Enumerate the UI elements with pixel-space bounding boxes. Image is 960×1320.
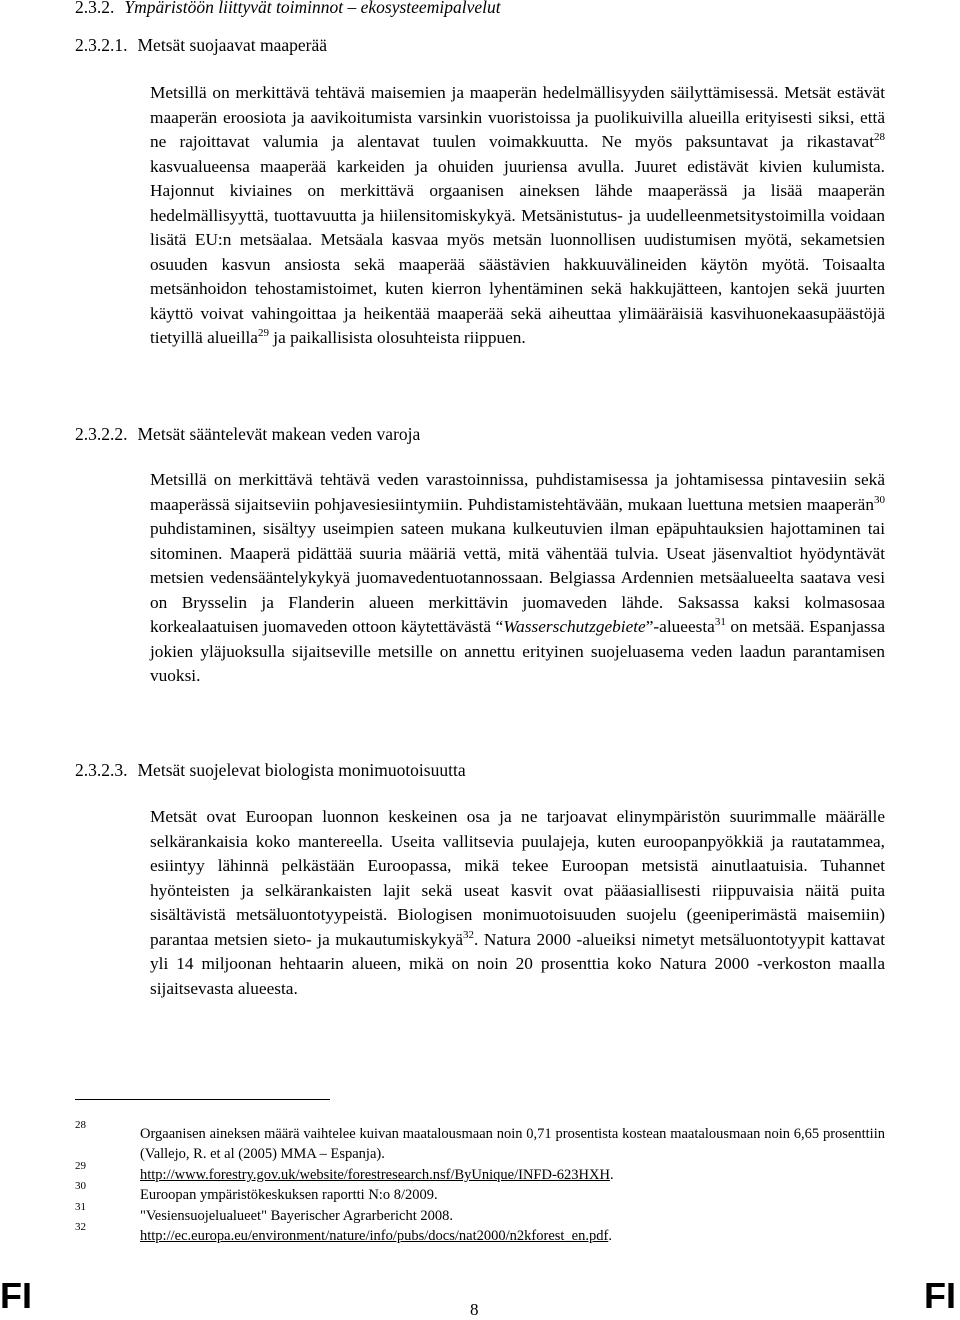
footnote-text: "Vesiensuojelualueet" Bayerischer Agrarbericht 2008.	[140, 1208, 454, 1224]
language-code-right: FI	[924, 1275, 956, 1316]
footnote-31	[75, 1201, 885, 1226]
footnote-32: 32 http://ec.europa.eu/environment/nature/info/pubs/docs/nat2000/n2kforest_en.pdf.	[75, 1226, 885, 1246]
footnote-28	[75, 1119, 885, 1164]
paragraph-biodiversity: Metsät ovat Euroopan luonnon keskeinen osa ja ne tarjoavat elinympäristön suurimmalle määrälle selkärankaisia koko mantereella. Useita vallitsevia puulajeja, kuten euroopanpyökkiä ja rautatammea, esiintyy lähinnä pelkästään Euroopassa, mikä tekee Euroopan metsistä ainutlaatuisia. Tuhannet hyönteisten ja selkärankaisten lajit sekä useat kasvit ovat pääasiallisesti riippuvaisia näitä puita sisältävistä metsäluontotyypeistä. Biologisen monimuotoisuuden suojelu (geeniperimästä maisemiin) parantaa metsien sieto- ja mukautumiskykyä$^{32}$. Natura 2000 -alueiksi nimetyt metsäluontotyypit kattavat yli 14 miljoonan hehtaarin alueen, mikä on noin 20 prosenttia koko Natura 2000 -verkoston maalla sijaitsevasta alueesta.	[150, 807, 886, 998]
section-heading-2-3-2-1	[75, 35, 327, 56]
language-code-left: FI	[0, 1275, 32, 1316]
footnote-ref-28[interactable]: 28	[874, 131, 885, 144]
footnote-number: 31	[75, 1201, 86, 1213]
section-number: 2.3.2.2.	[75, 424, 128, 444]
section-number: 2.3.2.1.	[75, 35, 128, 55]
footnote-29: 29 http://www.forestry.gov.uk/website/forestresearch.nsf/ByUnique/INFD-623HXH.	[75, 1165, 885, 1185]
footnote-text: Euroopan ympäristökeskuksen raportti N:o 8/2009.	[140, 1187, 438, 1203]
footnote-number: 32	[75, 1221, 86, 1233]
section-number: 2.3.2.	[75, 0, 115, 17]
footnote-text: Orgaanisen aineksen määrä vaihtelee kuivan maatalousmaan noin 0,71 prosentista kostean maatalousmaan noin 6,65 prosenttiin (Vallejo, R. et al (2005) MMA – Espanja).	[140, 1126, 885, 1162]
footnote-separator	[75, 1099, 330, 1100]
section-heading-2-3-2-2	[75, 424, 420, 445]
footnote-number: 28	[75, 1119, 86, 1131]
footnote-number: 29	[75, 1160, 86, 1172]
section-title: Metsät suojelevat biologista monimuotoisuutta	[137, 760, 466, 780]
page-number: 8	[470, 1300, 479, 1319]
footnote-ref-29[interactable]: 29	[257, 327, 269, 340]
section-number: 2.3.2.3.	[75, 760, 128, 780]
footnote-ref-32[interactable]: 32	[463, 928, 475, 941]
footnote-link[interactable]: http://www.forestry.gov.uk/website/forestresearch.nsf/ByUnique/INFD-623HXH	[140, 1167, 610, 1183]
footnote-link[interactable]: http://ec.europa.eu/environment/nature/info/pubs/docs/nat2000/n2kforest_en.pdf	[140, 1228, 609, 1244]
footnote-30	[75, 1180, 885, 1205]
section-title: Ympäristöön liittyvät toiminnot – ekosysteemipalvelut	[124, 0, 501, 17]
footnote-number: 30	[75, 1180, 86, 1192]
italic-term: Wasserschutzgebiete	[503, 617, 646, 636]
section-heading-2-3-2-3	[75, 760, 466, 781]
section-heading-2-3-2	[75, 0, 501, 18]
footnote-ref-31[interactable]: 31	[714, 616, 726, 629]
paragraph-water-regulation: Metsillä on merkittävä tehtävä veden varastoinnissa, puhdistamisessa ja johtamisessa pintavesiin sekä maaperässä sijaitseviin pohjavesiesiintymiin. Puhdistamistehtävään, mukaan luettuna metsien maaperän$^{30}$ puhdistaminen, sisältyy useimpien sateen mukana kulkeutuvien ilman epäpuhtauksien hajottaminen tai sitominen. Maaperä pidättää suuria määriä vettä, mitä vähentää tulvia. Useat jäsenvaltiot hyödyntävät metsien vedensääntelykykyä juomavedentuotannossaan. Belgiassa Ardennien metsäalueelta saatava vesi on Brysselin ja Flanderin alueen merkittävin juomaveden lähde. Saksassa kaksi kolmasosaa korkealaatuisen juomaveden ottoon käytettävästä “Wasserschutzgebiete”-alueesta$^{31}$ on metsää. Espanjassa jokien yläjuoksulla sijaitseville metsille on annettu erityinen suojeluasema veden laadun parantamisen vuoksi.	[150, 470, 886, 685]
paragraph-soil-protection: Metsillä on merkittävä tehtävä maisemien ja maaperän hedelmällisyyden säilyttämisessä. Metsät estävät maaperän eroosiota ja aavikoitumista varsinkin vuoristoissa ja puolikuivilla alueilla erityisesti siksi, että ne rajoittavat valumia ja alentavat tuulen voimakkuutta. Ne myös paksuntavat ja rikastavat$^{28}$ kasvualueensa maaperää karkeiden ja ohuiden juuriensa avulla. Juuret edistävät kivien kulumista. Hajonnut kiviaines on merkittävä orgaanisen aineksen lähde maaperässä ja lisää maaperän hedelmällisyyttä, tuottavuutta ja hiilensitomiskykyä. Metsänistutus- ja uudelleenmetsitystoimilla voidaan lisätä EU:n metsäalaa. Metsäala kasvaa myös metsän luonnollisen uudistumisen myötä, sekametsien osuuden kasvun ansiosta sekä maaperää säästävien hakkuuvälineiden käytön myötä. Toisaalta metsänhoidon tehostamistoimet, kuten kierron lyhentäminen sekä hakkujätteen, kantojen sekä juurten käyttö voivat vahingoittaa ja heikentää maaperää sekä aiheuttaa ylimääräisiä kasvihuonekaasupäästöjä tietyillä alueilla$^{29}$ ja paikallisista olosuhteista riippuen.	[150, 83, 885, 347]
section-title: Metsät suojaavat maaperää	[137, 35, 327, 55]
section-title: Metsät sääntelevät makean veden varoja	[137, 424, 421, 444]
footnote-ref-30[interactable]: 30	[874, 493, 885, 506]
